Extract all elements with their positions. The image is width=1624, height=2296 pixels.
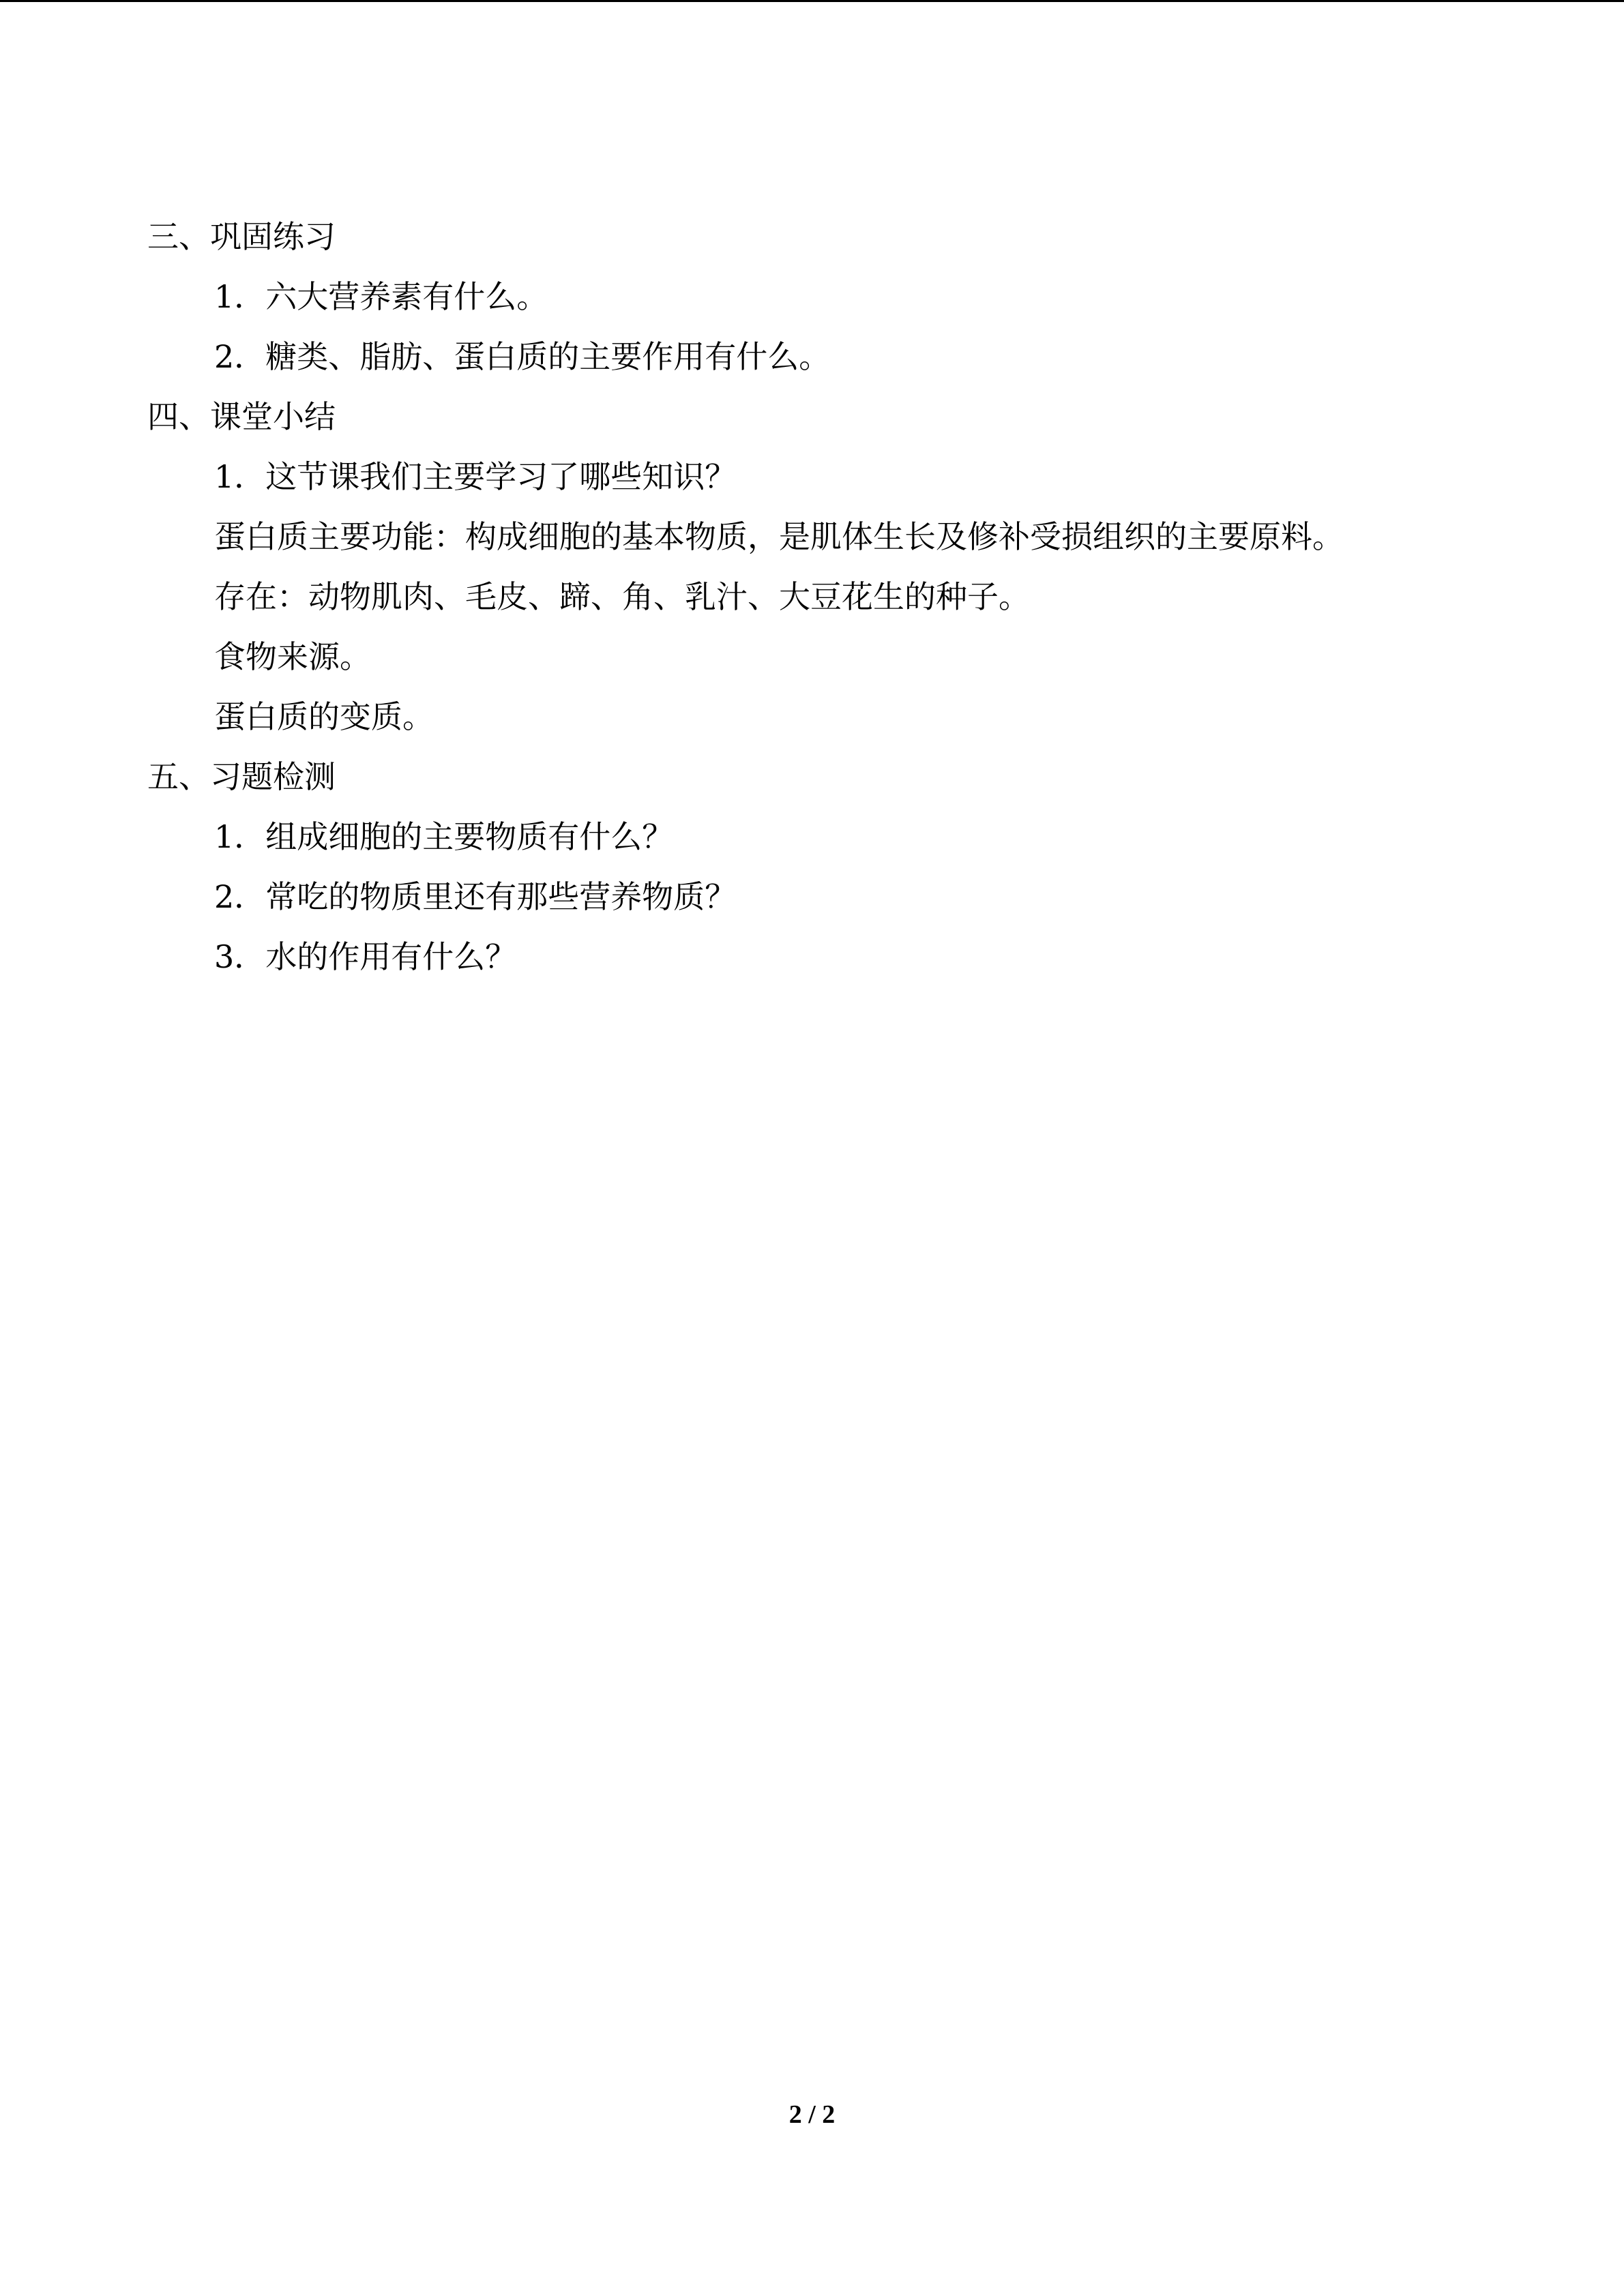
summary-protein-denaturation: 蛋白质的变质。 <box>214 698 434 735</box>
exercise-item-2: 2．常吃的物质里还有那些营养物质？ <box>214 878 737 915</box>
summary-food-source: 食物来源。 <box>214 638 371 675</box>
summary-protein-existence: 存在：动物肌肉、毛皮、蹄、角、乳汁、大豆花生的种子。 <box>214 578 1030 615</box>
section-heading-practice: 三、巩固练习 <box>147 218 336 255</box>
exercise-item-3: 3．水的作用有什么？ <box>214 938 517 975</box>
exercise-item-1: 1．组成细胞的主要物质有什么？ <box>214 818 674 855</box>
section-heading-summary: 四、课堂小结 <box>147 398 336 435</box>
document-body <box>147 207 1484 987</box>
summary-protein-function: 蛋白质主要功能：构成细胞的基本物质，是肌体生长及修补受损组织的主要原料。 <box>214 518 1344 555</box>
practice-item-1: 1．六大营养素有什么。 <box>214 278 548 315</box>
section-heading-exercises: 五、习题检测 <box>147 758 336 795</box>
summary-item-1: 1．这节课我们主要学习了哪些知识？ <box>214 458 737 495</box>
practice-item-2: 2．糖类、脂肪、蛋白质的主要作用有什么。 <box>214 338 831 375</box>
page-number: 2 / 2 <box>788 2100 836 2129</box>
